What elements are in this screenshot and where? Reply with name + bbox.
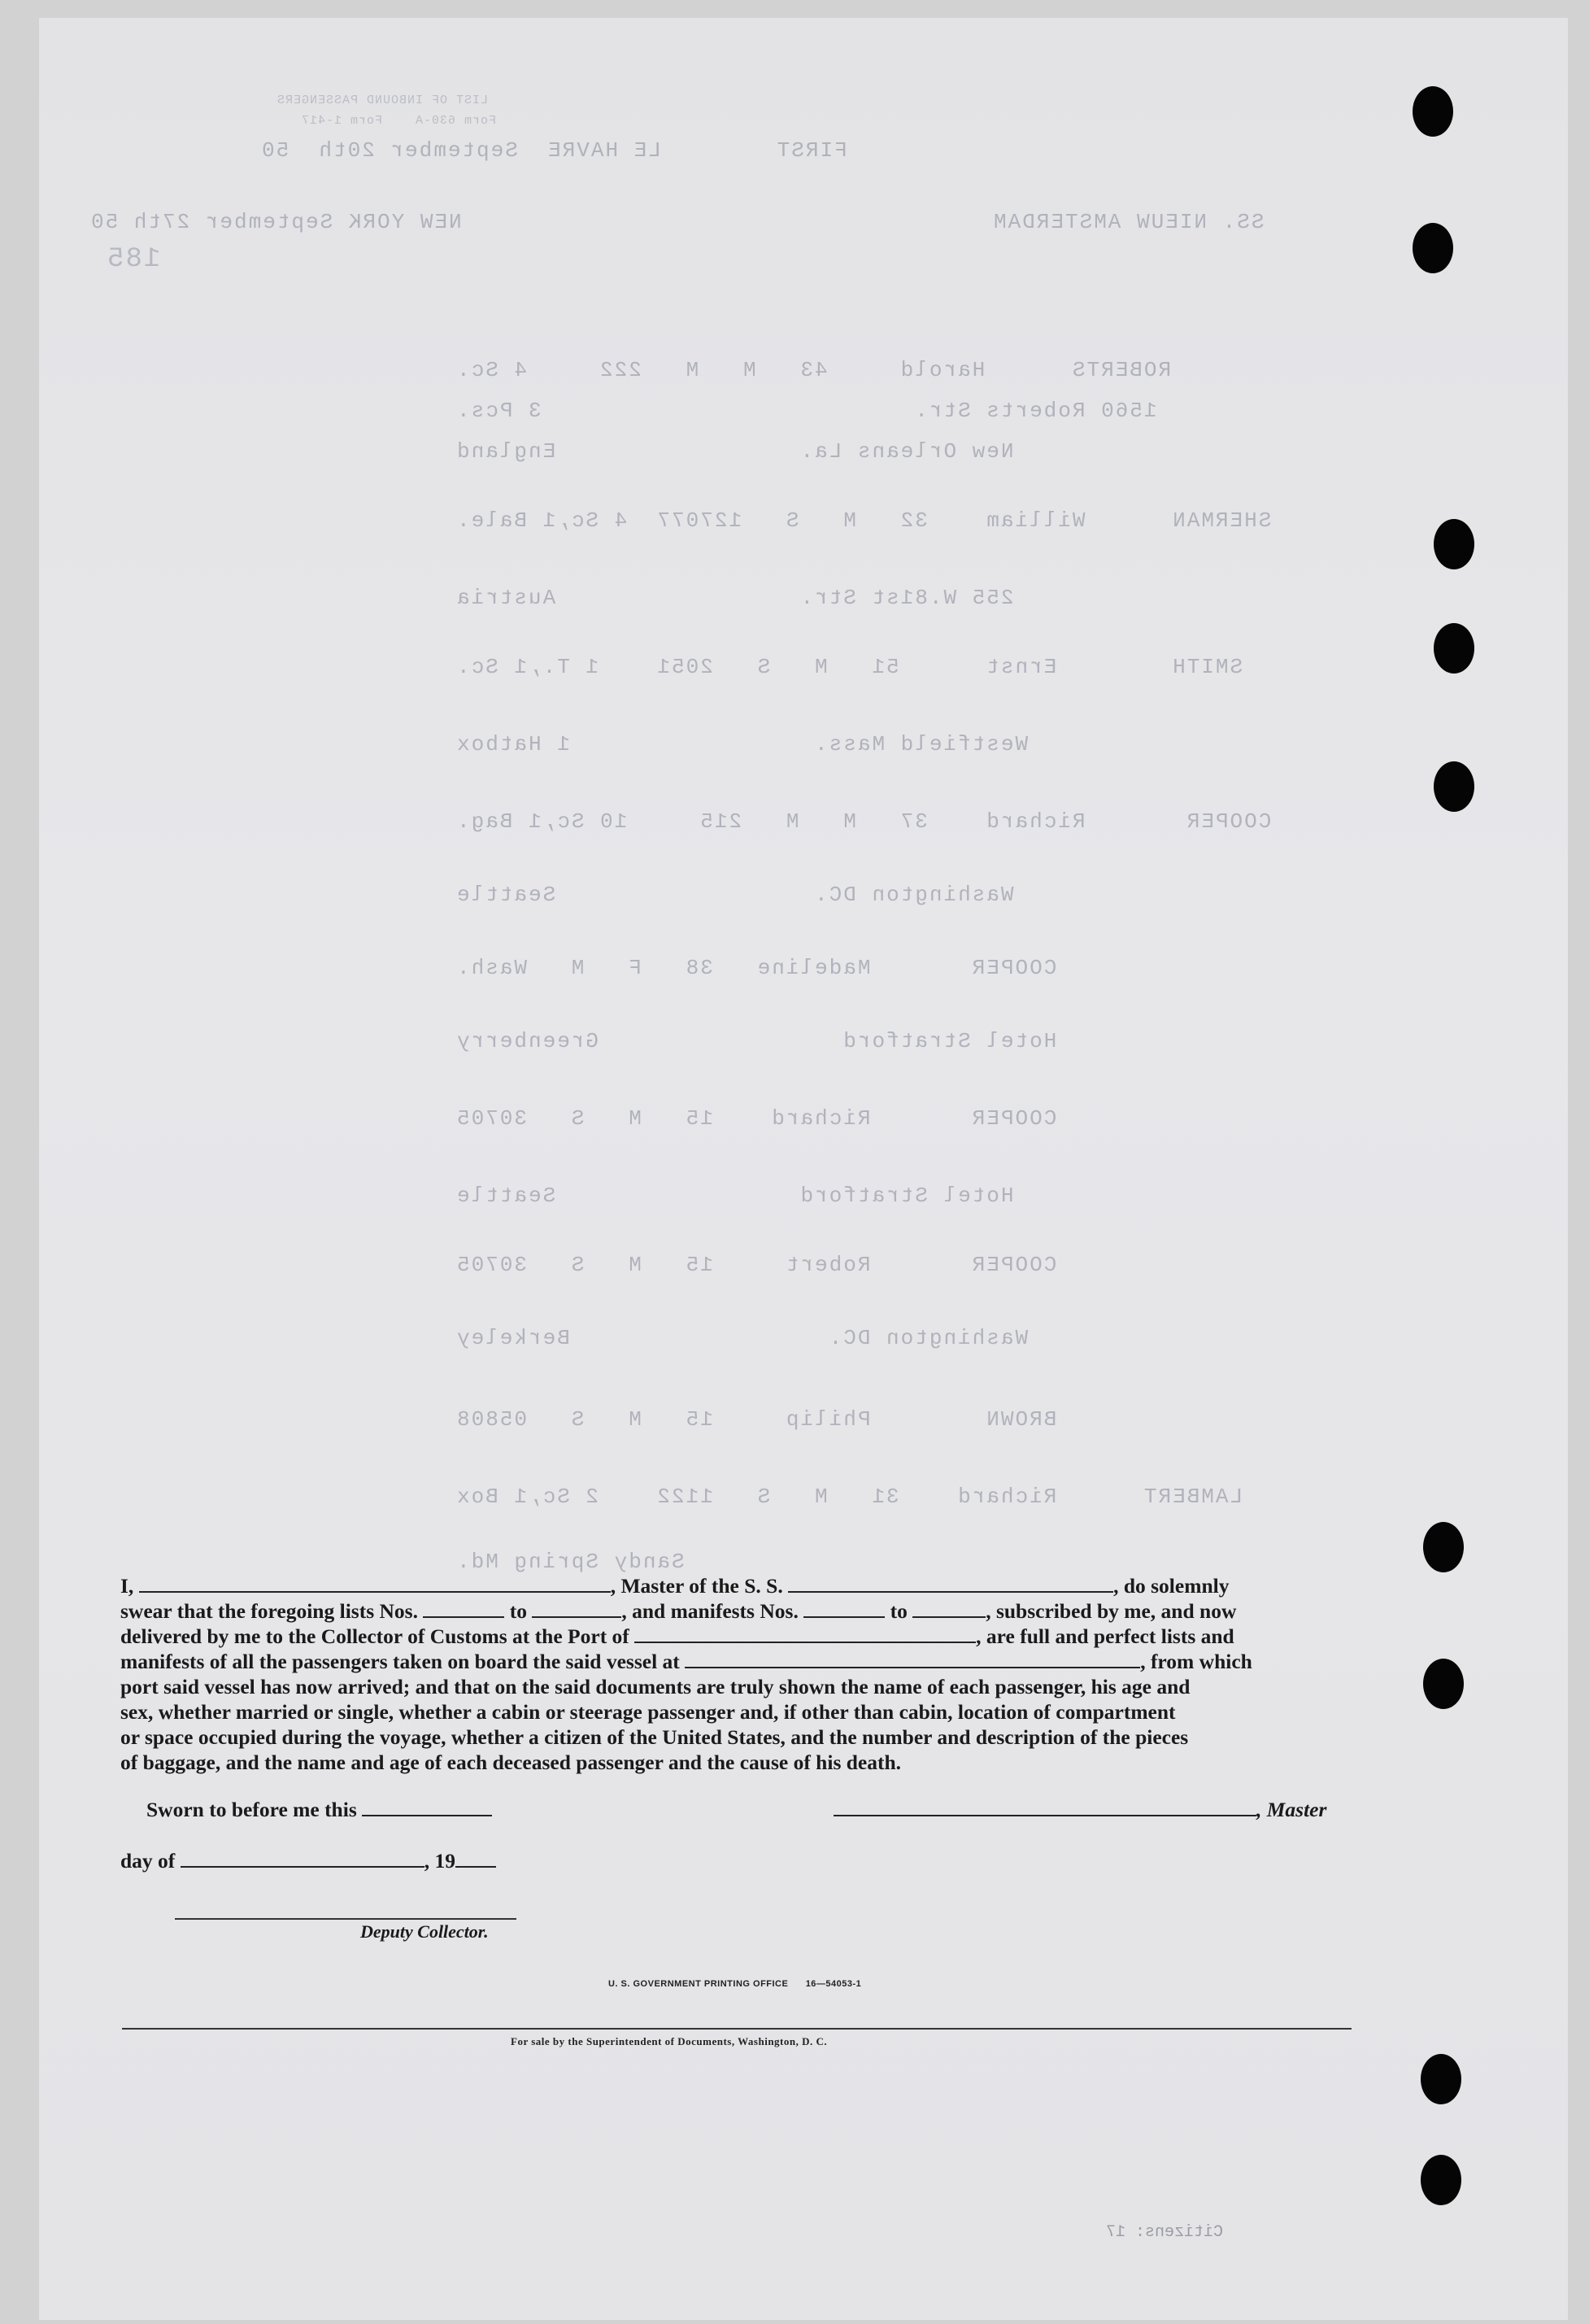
punch-hole xyxy=(1423,1522,1464,1572)
day-line: day of , 19 xyxy=(120,1849,496,1873)
ghost-header-4: NEW YORK September 27th 50 xyxy=(89,210,462,234)
ghost-row-8: COOPER Richard 37 M M 215 10 Sc,1 Bag. xyxy=(455,809,1272,834)
ghost-bottom-stamp: Citizens: 17 xyxy=(1106,2223,1224,2242)
master-signature-line: , Master xyxy=(834,1798,1326,1822)
ghost-header-1: FIRST LE HAVRE September 20th 50 xyxy=(260,138,847,163)
blank-master-signature[interactable] xyxy=(834,1800,1256,1816)
ghost-row-18: Sandy Spring Md. xyxy=(455,1550,713,1574)
ghost-row-2: 1560 Roberts Str. 3 Pcs. xyxy=(455,399,1186,423)
sworn-line: Sworn to before me this xyxy=(146,1798,492,1822)
punch-hole xyxy=(1434,623,1474,674)
punch-hole xyxy=(1434,761,1474,812)
punch-hole xyxy=(1421,2155,1461,2205)
ghost-header-3: SS. NIEUW AMSTERDAM xyxy=(992,210,1265,234)
ghost-row-14: COOPER Robert 15 M S 30705 xyxy=(455,1253,1057,1277)
printing-office-line: U. S. GOVERNMENT PRINTING OFFICE 16—54053-1 xyxy=(608,1979,862,1989)
ghost-header-small-2: Form 630-A Form 1-417 xyxy=(301,114,497,128)
blank-port-of-arrival[interactable] xyxy=(634,1627,976,1643)
ghost-header-small-1: LIST OF INBOUND PASSENGERS xyxy=(276,94,489,107)
punch-hole xyxy=(1423,1659,1464,1709)
blank-sworn-date[interactable] xyxy=(362,1800,492,1816)
ghost-row-3: New Orleans La. England xyxy=(455,439,1043,464)
blank-ship-name[interactable] xyxy=(788,1576,1113,1593)
ghost-row-11: Hotel Stratford Greenberry xyxy=(455,1029,1086,1053)
blank-year[interactable] xyxy=(455,1851,496,1868)
ghost-row-17: LAMBERT Richard 31 M S 1122 2 Sc,1 Box xyxy=(455,1485,1243,1509)
ghost-row-16: BROWN Philip 15 M S 05808 xyxy=(455,1407,1057,1432)
ghost-row-1: ROBERTS Harold 43 M M 222 4 Sc. xyxy=(455,358,1172,382)
masters-oath: I, , Master of the S. S. , do solemnly swear that the foregoing lists Nos. to , and manifests Nos. to , subscribed by me, and now delivered by me to the Collector of Customs at the Port of , are full and perfect lists and manifests of all the passengers taken on board the said vessel at , from which port said vessel has now arrived; and that on the said documents are truly shown the name of each passenger, his age and sex, whether married or single, whether a cabin or steerage passenger and, if other than cabin, location of compartment or space occupied during the voyage, whether a citizen of the United States, and the number and description of the pieces of baggage, and the name and age of each deceased passenger and the cause of his death. xyxy=(120,1574,1252,1774)
blank-list-from[interactable] xyxy=(423,1602,504,1618)
blank-manifest-from[interactable] xyxy=(803,1602,885,1618)
blank-master-name[interactable] xyxy=(139,1576,611,1593)
ghost-row-13: Hotel Stratford Seattle xyxy=(455,1184,1043,1208)
sale-notice: For sale by the Superintendent of Documents, Washington, D. C. xyxy=(511,2035,828,2047)
ghost-row-6: SMITH Ernst 51 M S 2051 1 T.,1 Sc. xyxy=(455,655,1243,679)
ghost-row-15: Washington DC. Berkeley xyxy=(455,1326,1057,1350)
blank-day[interactable] xyxy=(181,1851,424,1868)
punch-hole xyxy=(1421,2054,1461,2104)
punch-hole xyxy=(1413,86,1453,137)
ghost-row-10: COOPER Madeline 38 F M Wash. xyxy=(455,956,1057,980)
ghost-row-5: 255 W.81st Str. Austria xyxy=(455,586,1043,610)
footer-rule xyxy=(122,2028,1352,2030)
ghost-row-7: Westfield Mass. 1 Hatbox xyxy=(455,732,1057,756)
ghost-row-4: SHERMAN William 32 M S 127077 4 Sc,1 Bale. xyxy=(455,508,1272,533)
punch-hole xyxy=(1413,223,1453,273)
blank-list-to[interactable] xyxy=(532,1602,621,1618)
deputy-signature-rule[interactable] xyxy=(175,1918,516,1920)
ghost-page-number: 185 xyxy=(106,244,161,275)
punch-hole xyxy=(1434,519,1474,569)
ghost-row-9: Washington DC. Seattle xyxy=(455,883,1043,907)
deputy-collector-label: Deputy Collector. xyxy=(360,1921,489,1942)
ghost-row-12: COOPER Richard 15 M S 30705 xyxy=(455,1106,1057,1131)
blank-manifest-to[interactable] xyxy=(912,1602,986,1618)
oath-text: I, xyxy=(120,1574,134,1598)
blank-port-of-departure[interactable] xyxy=(685,1652,1140,1668)
